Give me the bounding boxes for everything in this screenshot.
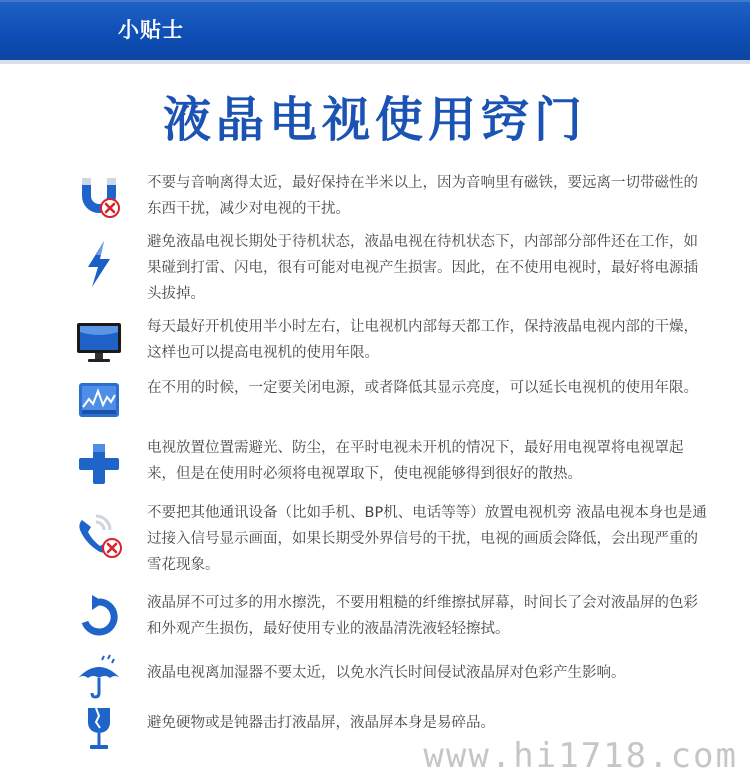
- undo-arrow-icon: [74, 592, 124, 642]
- tip-text: 液晶屏不可过多的用水擦洗，不要用粗糙的纤维擦拭屏幕，时间长了会对液晶屏的色彩和外观产生损伤，最好使用专业的液晶清洗液轻轻擦拭。: [147, 595, 698, 637]
- header-bar: [0, 0, 750, 60]
- tip-text: 在不用的时候，一定要关闭电源，或者降低其显示亮度，可以延长电视机的使用年限。: [147, 380, 698, 396]
- lightning-icon: [74, 239, 124, 289]
- tip-text: 电视放置位置需避光、防尘，在平时电视未开机的情况下，最好用电视罩将电视罩起来，但是在使用时必须将电视罩取下，使电视能够得到很好的散热。: [147, 440, 684, 482]
- phone-no-icon: [74, 510, 124, 560]
- tip-text: 避免硬物或是钝器击打液晶屏，液晶屏本身是易碎品。: [147, 715, 495, 731]
- umbrella-rain-icon: [74, 652, 124, 702]
- tip-text: 不要与音响离得太近，最好保持在半米以上，因为音响里有磁铁，要远离一切带磁性的东西干扰，减少对电视的干扰。: [147, 175, 698, 217]
- tip-text: 每天最好开机使用半小时左右，让电视机内部每天都工作，保持液晶电视内部的干燥，这样也可以提高电视机的使用年限。: [147, 319, 698, 361]
- screen-graph-icon: [74, 377, 124, 427]
- tip-text: 不要把其他通讯设备（比如手机、BP机、电话等等）放置电视机旁 液晶电视本身也是通过接入信号显示画面，如果长期受外界信号的干扰，电视的画质会降低，会出现严重的雪花现象。: [147, 505, 707, 573]
- monitor-icon: [74, 318, 124, 368]
- header-title: 小贴士: [118, 18, 184, 42]
- watermark: www.hi1718.com: [423, 736, 738, 776]
- magnet-no-icon: [74, 172, 124, 222]
- page-title: 液晶电视使用窍门: [162, 92, 587, 148]
- tip-text: 避免液晶电视长期处于待机状态，液晶电视在待机状态下，内部部分部件还在工作，如果碰到打雷、闪电，很有可能对电视产生损害。因此，在不使用电视时，最好将电源插头拔掉。: [147, 234, 698, 302]
- plus-icon: [74, 439, 124, 489]
- header-divider: [0, 60, 750, 64]
- fragile-glass-icon: [74, 704, 124, 754]
- tip-text: 液晶电视离加湿器不要太近，以免水汽长时间侵试液晶屏对色彩产生影响。: [147, 665, 626, 681]
